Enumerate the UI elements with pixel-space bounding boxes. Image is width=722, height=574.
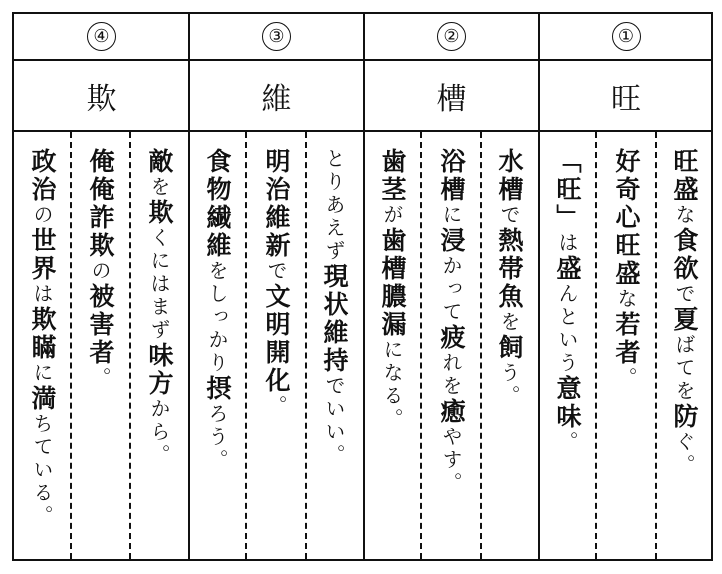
kana-run: 。 bbox=[264, 395, 288, 418]
kana-run: を bbox=[497, 311, 521, 334]
example-sentence bbox=[14, 148, 70, 548]
kanji-run: 摂 bbox=[203, 375, 232, 403]
kanji-run: 現状維持 bbox=[320, 263, 349, 375]
kana-run: でいい。 bbox=[322, 375, 346, 467]
kanji-run: 文明開化 bbox=[262, 283, 291, 395]
group-number-4: ④ bbox=[14, 14, 189, 59]
kanji-run: 旺盛 bbox=[670, 148, 699, 204]
kana-run: やす。 bbox=[439, 426, 463, 495]
target-kanji-1: 旺 bbox=[611, 81, 641, 117]
kanji-run: 食欲 bbox=[670, 227, 699, 283]
kanji-run: 歯茎 bbox=[378, 148, 407, 204]
kanji-run: 好奇心旺盛 bbox=[612, 148, 641, 288]
kana-run: ぐ。 bbox=[672, 431, 696, 477]
kana-run: の bbox=[30, 204, 54, 227]
kanji-run: 「旺」 bbox=[553, 148, 582, 232]
kanji-run: 敵 bbox=[145, 148, 174, 176]
dashed-divider bbox=[595, 132, 597, 559]
kana-run: をしっかり bbox=[205, 260, 229, 375]
kana-run: かって bbox=[439, 255, 463, 324]
example-sentence bbox=[423, 148, 479, 548]
kana-run: の bbox=[88, 260, 112, 283]
kana-run: 。 bbox=[614, 367, 638, 390]
kanji-run: 欺瞞 bbox=[28, 306, 57, 362]
kanji-run: 飼 bbox=[495, 334, 524, 362]
example-sentence bbox=[598, 148, 654, 548]
kana-run: から。 bbox=[147, 398, 171, 467]
kana-run: な bbox=[672, 204, 696, 227]
kana-run: に bbox=[30, 362, 54, 385]
example-sentence bbox=[72, 148, 128, 548]
kana-run: くにはまず bbox=[147, 227, 171, 342]
kana-run: ばてを bbox=[672, 334, 696, 403]
kanji-run: 満 bbox=[28, 385, 57, 413]
kana-run: な bbox=[614, 288, 638, 311]
kana-run: は bbox=[30, 283, 54, 306]
example-sentence bbox=[656, 148, 712, 548]
kanji-run: 癒 bbox=[437, 398, 466, 426]
kanji-run: 被害者 bbox=[86, 283, 115, 367]
kana-run: う。 bbox=[497, 362, 521, 408]
kanji-run: 浸 bbox=[437, 227, 466, 255]
example-sentence bbox=[364, 148, 420, 548]
example-sentence bbox=[131, 148, 187, 548]
kanji-run: 明治維新 bbox=[262, 148, 291, 260]
kanji-run: 歯槽膿漏 bbox=[378, 227, 407, 339]
kana-run: ろう。 bbox=[205, 403, 229, 472]
kana-run: んという bbox=[555, 283, 579, 375]
kana-run: を bbox=[147, 176, 171, 199]
kana-run: 。 bbox=[555, 431, 579, 454]
kanji-run: 水槽 bbox=[495, 148, 524, 204]
target-kanji-4: 欺 bbox=[86, 81, 117, 117]
kanji-run: 欺 bbox=[145, 199, 174, 227]
target-kanji-3: 維 bbox=[261, 81, 292, 117]
kanji-run: 俺俺詐欺 bbox=[86, 148, 115, 260]
kana-run: ちている。 bbox=[30, 413, 54, 528]
kana-run: が bbox=[380, 204, 404, 227]
kanji-run: 疲 bbox=[437, 324, 466, 352]
kanji-run: 世界 bbox=[28, 227, 57, 283]
dashed-divider bbox=[420, 132, 422, 559]
kanji-run: 浴槽 bbox=[437, 148, 466, 204]
kana-run: で bbox=[672, 283, 696, 306]
example-sentence bbox=[189, 148, 245, 548]
kana-run: になる。 bbox=[380, 339, 404, 431]
example-sentence bbox=[306, 148, 362, 548]
kanji-run: 政治 bbox=[28, 148, 57, 204]
kana-run: に bbox=[439, 204, 463, 227]
kanji-run: 防 bbox=[670, 403, 699, 431]
kanji-run: 若者 bbox=[612, 311, 641, 367]
kanji-run: 盛 bbox=[553, 255, 582, 283]
example-sentence bbox=[481, 148, 537, 548]
group-number-2: ② bbox=[364, 14, 539, 59]
target-kanji-2: 槽 bbox=[436, 81, 467, 117]
dashed-divider bbox=[245, 132, 247, 559]
kanji-run: 食物繊維 bbox=[203, 148, 232, 260]
group-number-1: ① bbox=[539, 14, 713, 59]
kana-run: とりあえず bbox=[322, 148, 346, 263]
kanji-worksheet-table bbox=[12, 12, 713, 561]
kana-run: 。 bbox=[88, 367, 112, 390]
kana-run: で bbox=[497, 204, 521, 227]
kana-run: で bbox=[264, 260, 288, 283]
group-number-3: ③ bbox=[189, 14, 364, 59]
kanji-run: 味方 bbox=[145, 342, 174, 398]
kanji-run: 熱帯魚 bbox=[495, 227, 524, 311]
kana-run: れを bbox=[439, 352, 463, 398]
kana-run: は bbox=[555, 232, 579, 255]
kanji-run: 意味 bbox=[553, 375, 582, 431]
kanji-run: 夏 bbox=[670, 306, 699, 334]
example-sentence bbox=[539, 148, 595, 548]
example-sentence bbox=[248, 148, 304, 548]
